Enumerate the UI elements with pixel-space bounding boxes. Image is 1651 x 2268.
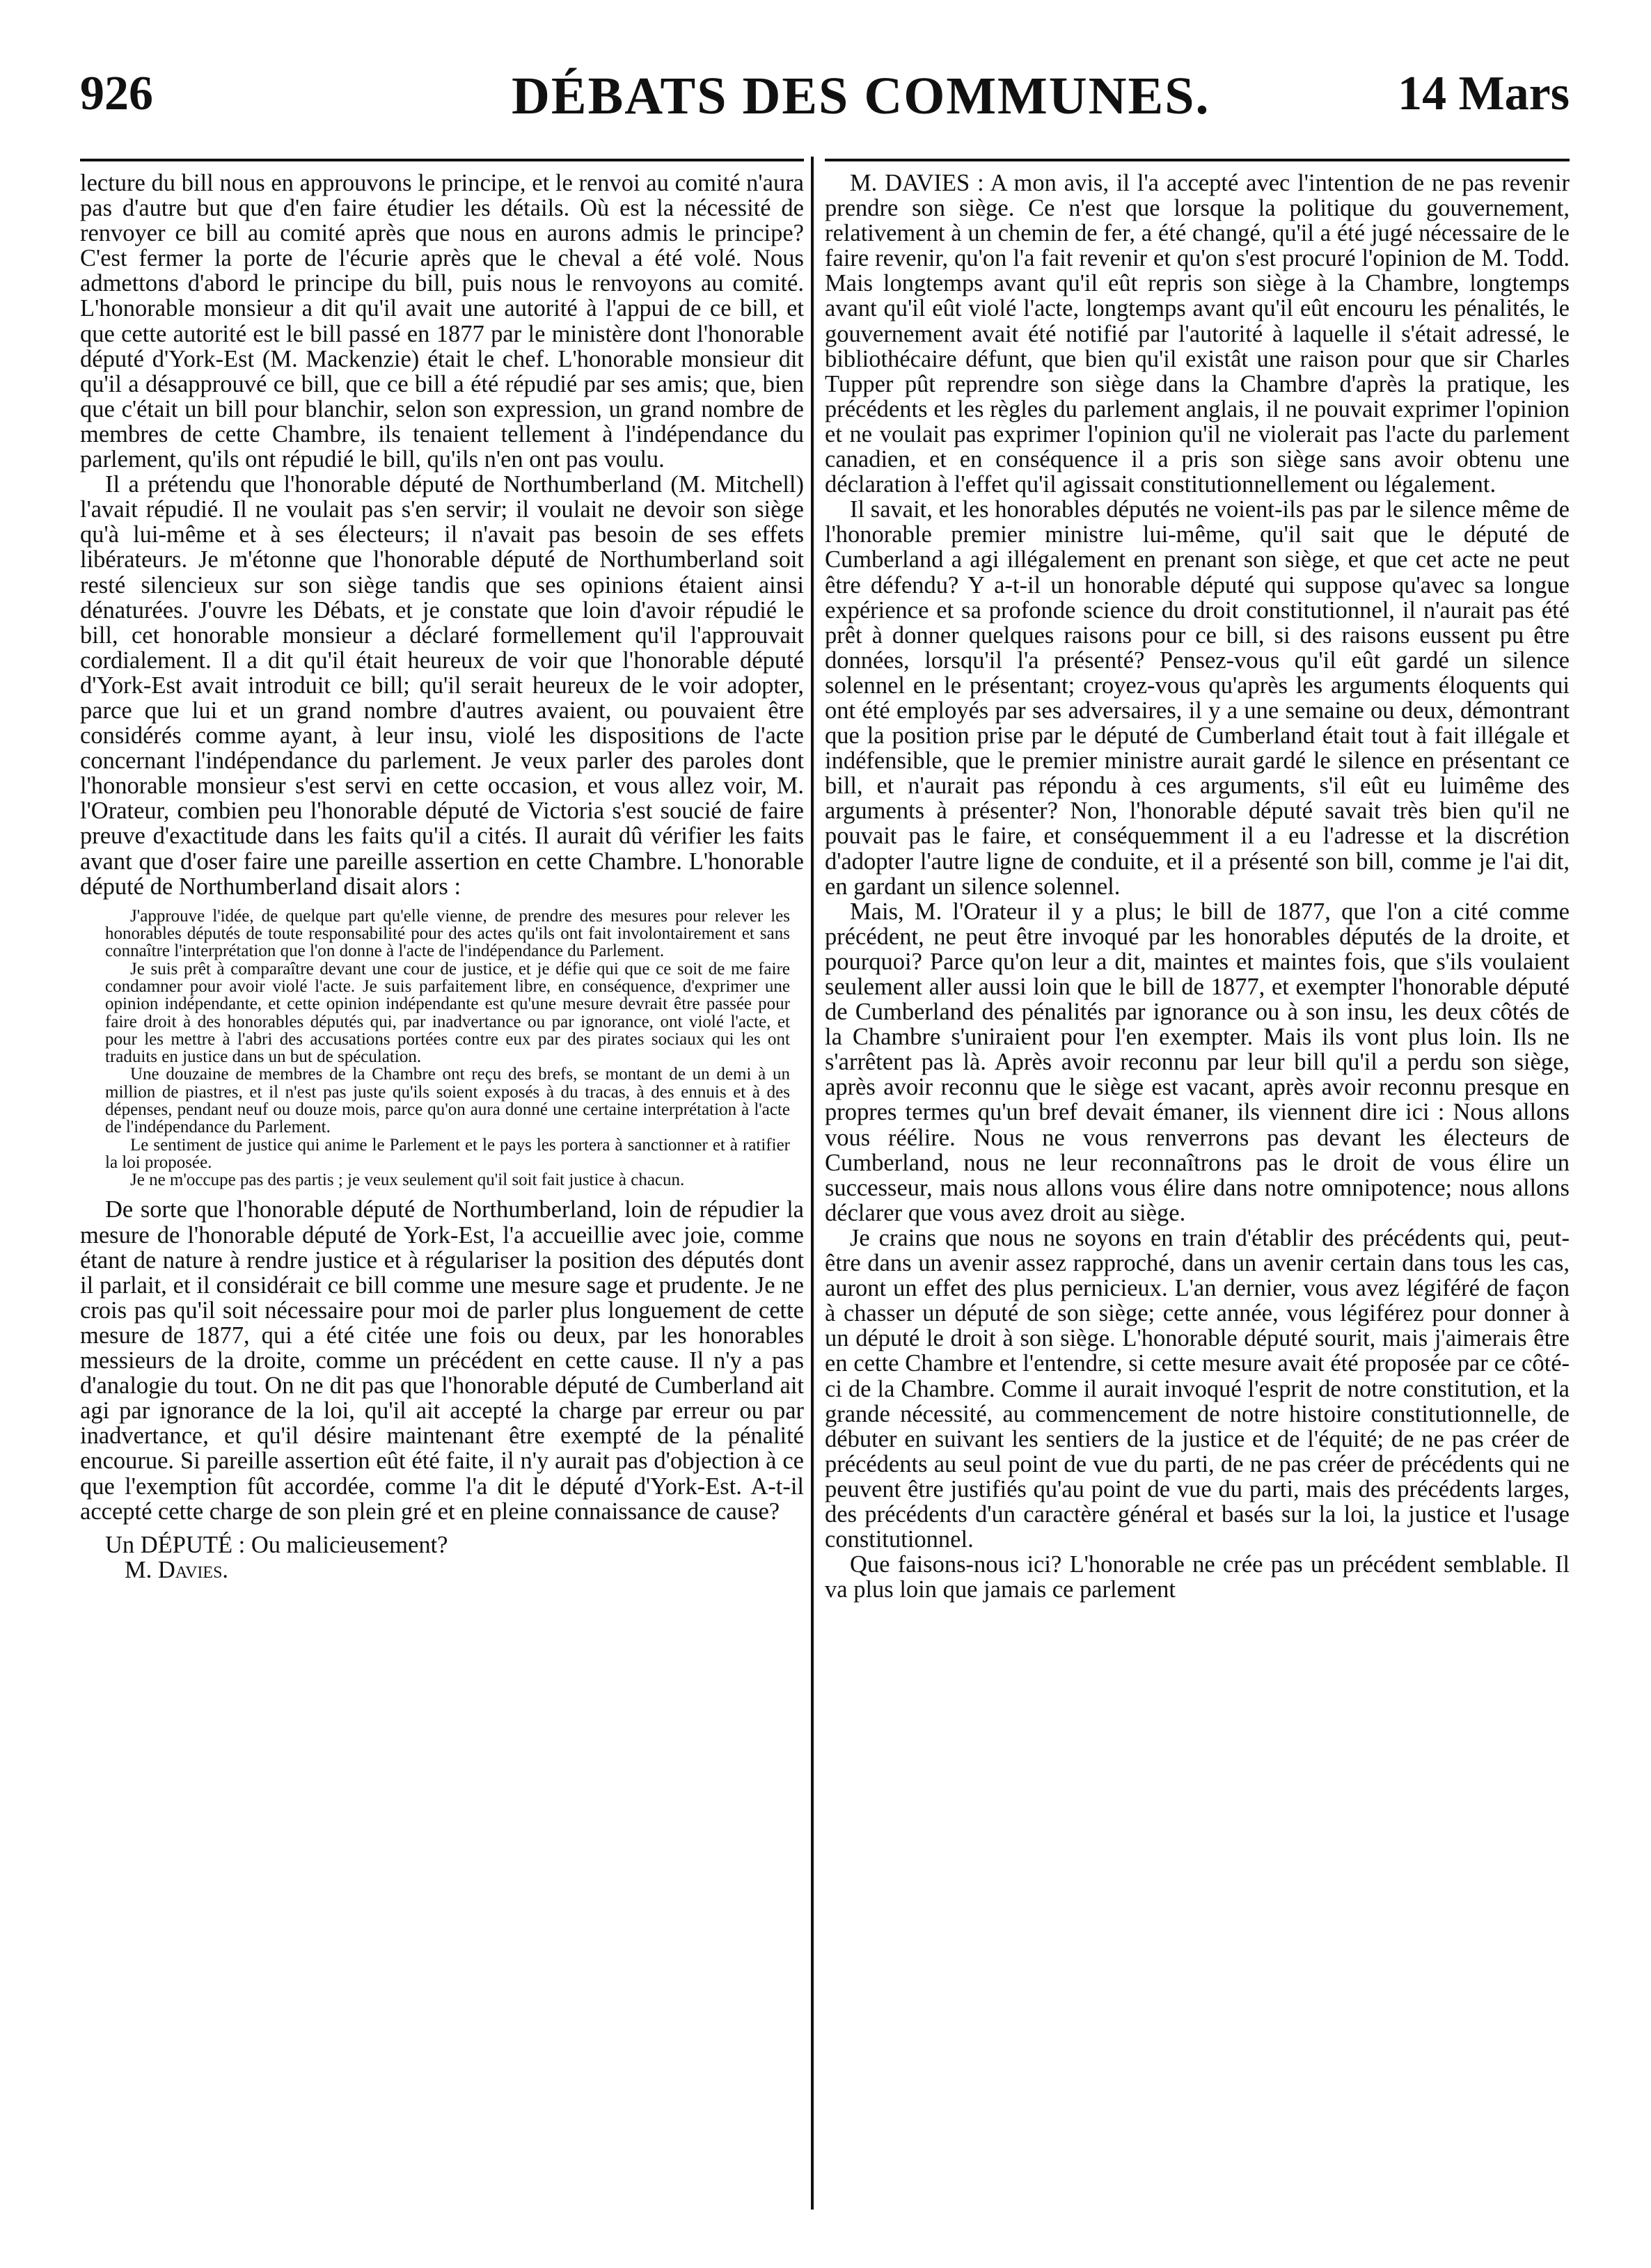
right-column [825,171,1570,1602]
header-rule-right [825,159,1570,161]
page-number: 926 [80,67,153,120]
paragraph: Il savait, et les honorables députés ne voient-ils pas par le silence même de l'honorable premier ministre lui-même, qu'il sait que le député de Cumberland a agi illégalement en prenant son siège, et que cet acte ne peut être défendu? Y a-t-il un honorable député qui suppose qu'avec sa longue expérience et sa profonde science du droit constitutionnel, il n'aurait pas été prêt à donner quelques raisons pour ce bill, si des raisons eussent pu être données, lorsqu'il l'a présenté? Pensez-vous qu'il eût gardé un silence solennel en le présentant; croyez-vous qu'après les arguments éloquents qui ont été employés par ses adversaires, il y a une semaine ou deux, démontrant que la position prise par le député de Cumberland était tout à fait illégale et indéfensible, que le premier ministre aurait gardé le silence en présentant ce bill, et n'aurait pas répondu à ces arguments, s'il eût eu luimême des arguments à présenter? Non, l'honorable député savait très bien qu'il ne pouvait pas le faire, et conséquemment il a eu l'adresse et la discrétion d'adopter l'autre ligne de conduite, et il a présenté son bill, comme je l'ai dit, en gardant un silence solennel. [825,496,1570,900]
header-rule-left [80,159,804,161]
paragraph: M. DAVIES : A mon avis, il l'a accepté avec l'intention de ne pas revenir prendre son siège. Ce n'est que lorsque la politique du gouvernement, relativement à un chemin de fer, a été changé, qu'il a été jugé nécessaire de le faire revenir, qu'on l'a fait revenir et qu'on s'est procuré l'opinion de M. Todd. Mais longtemps avant qu'il eût repris son siège à la Chambre, longtemps avant qu'il eût violé l'acte, longtemps avant qu'il eût encouru les pénalités, le gouvernement avait été notifié par l'autorité à laquelle il s'était adressé, le bibliothécaire défunt, que bien qu'il existât une raison pour que sir Charles Tupper pût reprendre son siège dans la Chambre d'après la pratique, les précédents et les règles du parlement anglais, il ne pouvait exprimer l'opinion et ne voulait pas exprimer l'opinion qu'il ne violerait pas l'acte du parlement canadien, et en conséquence il a pris son siège sans avoir obtenu une déclaration à l'effet qu'il agissait constitutionnellement ou légalement. [825,170,1570,498]
page-title: DÉBATS DES COMMUNES. [512,67,1210,125]
paragraph: Que faisons-nous ici? L'honorable ne crée pas un précédent semblable. Il va plus loin que jamais ce parlement [825,1551,1570,1603]
quote-paragraph: Je suis prêt à comparaître devant une cour de justice, et je défie qui que ce soit de me faire condamner pour avoir violé l'acte. Je suis parfaitement libre, en conséquence, d'exprimer une opinion indépendante, et cette opinion indépendante est qu'une mesure devrait être passée pour faire droit à des honorables députés qui, par inadvertance ou par ignorance, ont violé l'acte, et pour les mettre à l'abri des accusations portées contre eux par des pirates sociaux qui les ont traduits en justice dans un but de spéculation. [105,959,790,1067]
page-header [80,59,1570,136]
quote-paragraph: J'approuve l'idée, de quelque part qu'elle vienne, de prendre des mesures pour relever les honorables députés de toute responsabilité pour des actes qu'ils ont fait involontairement et sans connaître l'interprétation que l'on donne à l'acte de l'indépendance du Parlement. [105,906,790,961]
paragraph: Mais, M. l'Orateur il y a plus; le bill de 1877, que l'on a cité comme précédent, ne peut être invoqué par les honorables députés de la droite, et pourquoi? Parce qu'on leur a dit, maintes et maintes fois, que s'ils voulaient seulement aller aussi loin que le bill de 1877, et exempter l'honorable député de Cumberland des pénalités par ignorance ou à son insu, les deux côtés de la Chambre s'uniraient pour l'en exempter. Mais ils vont plus loin. Ils ne s'arrêtent pas là. Après avoir reconnu par leur bill qu'il a perdu son siège, après avoir reconnu que le siège est vacant, après avoir reconnu presque en propres termes qu'un bref devait émaner, ils viennent dire ici : Nous allons vous réélire. Nous ne vous renverrons pas devant les électeurs de Cumberland, nous ne leur reconnaîtrons pas le droit de vous élire un successeur, mais nous allons vous élire dans notre omnipotence; nous allons déclarer que vous avez droit au siège. [825,898,1570,1226]
interjection: Un DÉPUTÉ : Ou malicieusement? [105,1531,448,1558]
quote-paragraph: Une douzaine de membres de la Chambre ont reçu des brefs, se montant de un demi à un million de piastres, et il n'est pas juste qu'ils soient exposés à du tracas, à des ennuis et à des dépenses, pendant neuf ou douze mois, parce qu'on aura donné une certaine interprétation à l'acte de l'indépendance du Parlement. [105,1065,790,1137]
paragraph: De sorte que l'honorable député de Northumberland, loin de répudier la mesure de l'honorable député de York-Est, l'a accueillie avec joie, comme étant de nature à rendre justice et à régulariser la position des députés dont il parlait, et il considérait ce bill comme une mesure sage et prudente. Je ne crois pas qu'il soit nécessaire pour moi de parler plus longuement de cette mesure de 1877, qui a été citée une fois ou deux, par les honorables messieurs de la droite, comme un précédent en cette cause. Il n'y a pas d'analogie du tout. On ne dit pas que l'honorable député de Cumberland ait agi par ignorance de la loi, qu'il ait accepté la charge par erreur ou par inadvertance, et qu'il désire maintenant être exempté de la pénalité encourue. Si pareille assertion eût été faite, il n'y aurait pas d'objection à ce que l'exemption fût accordée, comme l'a dit le député d'York-Est. A-t-il accepté cette charge de son plein gré et en pleine connaissance de cause? [80,1196,804,1525]
paragraph: Je crains que nous ne soyons en train d'établir des précédents qui, peut-être dans un avenir assez rapproché, dans un avenir certain dans tous les cas, auront un effet des plus pernicieux. L'an dernier, vous avez légiféré de façon à chasser un député de son siège; cette année, vous légiférez pour donner à un député le droit à son siège. L'honorable député sourit, mais j'aimerais être en cette Chambre et l'entendre, si cette mesure avait été proposée par ce côté-ci de la Chambre. Comme il aurait invoqué l'esprit de notre constitution, et la grande nécessité, au commencement de notre histoire constitutionnelle, de débuter en suivant les sentiers de la justice et de l'équité; de ne pas créer de précédents au seul point de vue du parti, de ne pas créer de précédents qui ne peuvent être justifiés qu'au point de vue du parti, mais des précédents larges, des précédents d'un caractère général et basés sur la loi, la justice et l'usage constitutionnel. [825,1224,1570,1553]
quote-paragraph: Le sentiment de justice qui anime le Parlement et le pays les portera à sanctionner et à ratifier la loi proposée. [105,1135,790,1172]
left-column [80,171,804,1583]
page-date: 14 Mars [1398,67,1570,120]
column-divider [811,157,814,2210]
quote-paragraph: Je ne m'occupe pas des partis ; je veux seulement qu'il soit fait justice à chacun. [130,1171,685,1190]
paragraph: Il a prétendu que l'honorable député de Northumberland (M. Mitchell) l'avait répudié. Il ne voulait pas s'en servir; il voulait ne devoir son siège qu'à lui-même et à ses électeurs; il n'avait pas besoin de ses effets libérateurs. Je m'étonne que l'honorable député de Northumberland soit resté silencieux sur son siège tandis que ses opinions étaient ainsi dénaturées. J'ouvre les Débats, et je constate que loin d'avoir répudié le bill, cet honorable monsieur a déclaré formellement qu'il l'approuvait cordialement. Il a dit qu'il était heureux de voir que l'honorable député d'York-Est avait introduit ce bill; qu'il serait heureux de le voir adopter, parce que lui et un grand nombre d'autres avaient, ou pouvaient être considérés comme ayant, à leur insu, violé les dispositions de l'acte concernant l'indépendance du parlement. Je veux parler des paroles dont l'honorable monsieur s'est servi en cette occasion, et vous allez voir, M. l'Orateur, combien peu l'honorable député de Victoria s'est soucié de faire preuve d'exactitude dans les faits qu'il a cités. Il aurait dû vérifier les faits avant que d'oser faire une pareille assertion en cette Chambre. L'honorable député de Northumberland disait alors : [80,471,804,900]
speaker-name: M. Davies. [125,1556,229,1583]
paragraph: lecture du bill nous en approuvons le principe, et le renvoi au comité n'aura pas d'autre but que d'en faire étudier les détails. Où est la nécessité de renvoyer ce bill au comité après que nous en aurons admis le principe? C'est fermer la porte de l'écurie après que le cheval a été volé. Nous admettons d'abord le principe du bill, puis nous le renvoyons au comité. L'honorable monsieur a dit qu'il avait une autorité à l'appui de ce bill, et que cette autorité est le bill passé en 1877 par le ministère dont l'honorable député d'York-Est (M. Mackenzie) était le chef. L'honorable monsieur dit qu'il a désapprouvé ce bill, que ce bill a été répudié par ses amis; que, bien que c'était un bill pour blanchir, selon son expression, un grand nombre de membres de cette Chambre, ils tenaient tellement à l'indépendance du parlement, qu'ils ont répudié le bill, qu'ils n'en ont pas voulu. [80,170,804,473]
